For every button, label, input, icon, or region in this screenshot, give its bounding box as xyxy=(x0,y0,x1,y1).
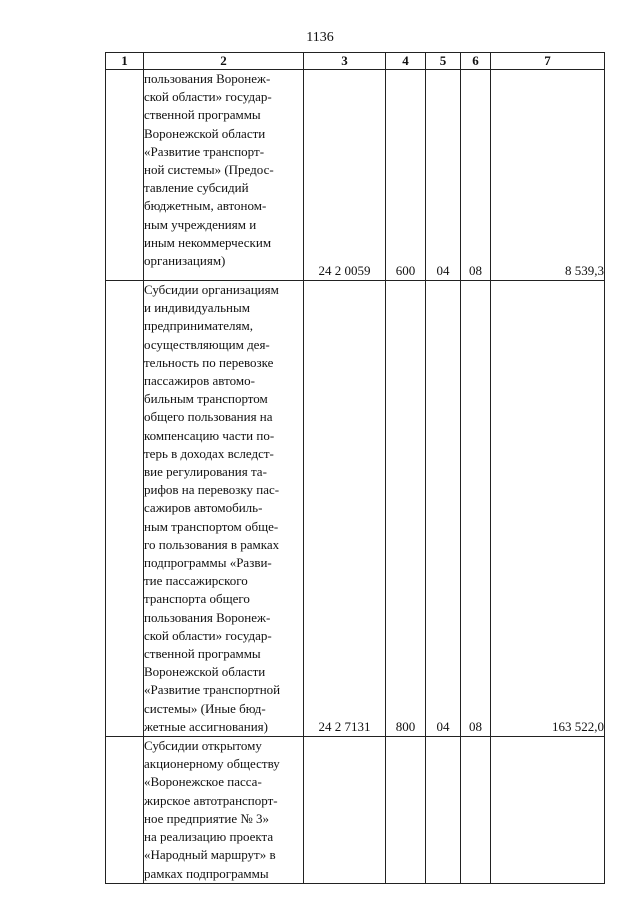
description-line: на реализацию проекта xyxy=(144,829,274,845)
description-line: бюджетным, автоном- xyxy=(144,198,267,214)
description-line: тие пассажирского xyxy=(144,573,248,589)
description-cell xyxy=(144,70,304,281)
expense-type-cell: 800 xyxy=(386,281,426,737)
description-line: рамках подпрограммы xyxy=(144,865,269,881)
row-number-cell xyxy=(106,70,144,281)
description-line: вие регулирования та- xyxy=(144,464,267,480)
column-header: 1 xyxy=(106,53,144,70)
header-row xyxy=(106,53,605,70)
description-line: Воронежской области xyxy=(144,664,266,680)
amount-cell: 163 522,0 xyxy=(491,281,605,737)
description-line: пользования Воронеж- xyxy=(144,609,271,625)
table-row xyxy=(106,281,605,737)
description-line: «Воронежское пасса- xyxy=(144,774,262,790)
column-header: 2 xyxy=(144,53,304,70)
description-line: терь в доходах вследст- xyxy=(144,445,274,461)
page-number: 1136 xyxy=(306,30,334,45)
description-line: Субсидии организациям xyxy=(144,282,279,297)
description-line: системы» (Иные бюд- xyxy=(144,700,266,716)
column-header: 4 xyxy=(386,53,426,70)
description-line: жетные ассигнования) xyxy=(144,718,268,734)
amount-cell xyxy=(491,737,605,884)
description-line: тавление субсидий xyxy=(144,180,249,196)
description-line: иным некоммерческим xyxy=(144,234,272,250)
description-line: ской области» государ- xyxy=(144,89,272,105)
section-cell: 04 xyxy=(426,281,461,737)
description-cell xyxy=(144,737,304,884)
table-row xyxy=(106,737,605,884)
description-line: подпрограммы «Разви- xyxy=(144,555,272,571)
target-article-cell xyxy=(304,737,386,884)
description-line: ное предприятие № 3» xyxy=(144,810,270,826)
description-line: пассажиров автомо- xyxy=(144,373,255,389)
subsection-cell: 08 xyxy=(461,70,491,281)
description-line: ной системы» (Предос- xyxy=(144,162,274,178)
description-line: Воронежской области xyxy=(144,125,266,141)
description-cell xyxy=(144,281,304,737)
column-header: 6 xyxy=(461,53,491,70)
column-header: 5 xyxy=(426,53,461,70)
description-line: ным транспортом обще- xyxy=(144,518,279,534)
subsection-cell xyxy=(461,737,491,884)
description-line: тельность по перевозке xyxy=(144,354,274,370)
description-line: осуществляющим дея- xyxy=(144,336,270,352)
table-row xyxy=(106,70,605,281)
target-article-cell: 24 2 0059 xyxy=(304,70,386,281)
description-line: и индивидуальным xyxy=(144,300,250,316)
description-line: ственной программы xyxy=(144,646,261,662)
budget-table xyxy=(105,52,605,884)
section-cell: 04 xyxy=(426,70,461,281)
description-line: «Развитие транспортной xyxy=(144,682,281,698)
amount-cell: 8 539,3 xyxy=(491,70,605,281)
expense-type-cell xyxy=(386,737,426,884)
description-line: компенсацию части по- xyxy=(144,427,275,443)
section-cell xyxy=(426,737,461,884)
description-line: жирское автотранспорт- xyxy=(144,792,278,808)
subsection-cell: 08 xyxy=(461,281,491,737)
description-line: предпринимателям, xyxy=(144,318,253,334)
description-line: ской области» государ- xyxy=(144,627,272,643)
description-line: организациям) xyxy=(144,253,226,269)
description-line: пользования Воронеж- xyxy=(144,71,271,86)
description-line: рифов на перевозку пас- xyxy=(144,482,280,498)
description-line: го пользования в рамках xyxy=(144,536,280,552)
row-number-cell xyxy=(106,737,144,884)
description-line: ным учреждениям и xyxy=(144,216,257,232)
description-line: «Народный маршрут» в xyxy=(144,847,276,863)
description-line: ственной программы xyxy=(144,107,261,123)
row-number-cell xyxy=(106,281,144,737)
description-line: транспорта общего xyxy=(144,591,250,607)
column-header: 3 xyxy=(304,53,386,70)
column-header: 7 xyxy=(491,53,605,70)
description-line: «Развитие транспорт- xyxy=(144,143,265,159)
expense-type-cell: 600 xyxy=(386,70,426,281)
description-line: Субсидии открытому xyxy=(144,738,262,754)
description-line: акционерному обществу xyxy=(144,756,280,772)
description-line: сажиров автомобиль- xyxy=(144,500,263,516)
description-line: общего пользования на xyxy=(144,409,273,425)
description-line: бильным транспортом xyxy=(144,391,268,407)
target-article-cell: 24 2 7131 xyxy=(304,281,386,737)
